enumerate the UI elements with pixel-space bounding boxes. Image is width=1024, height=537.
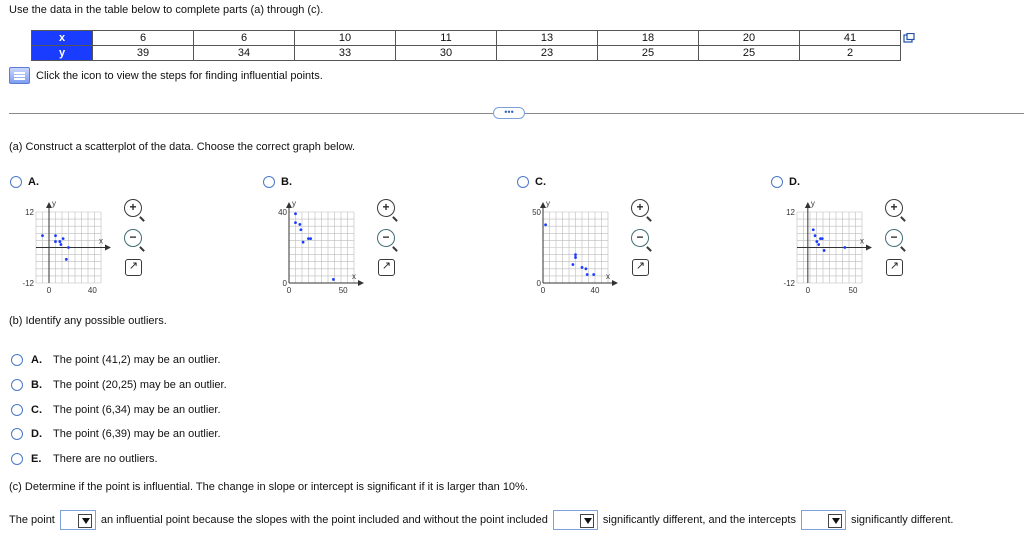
table-cell: 10	[295, 31, 396, 46]
minus-glyph: −	[890, 230, 898, 244]
data-point	[60, 243, 63, 246]
table-cell: 34	[194, 46, 295, 61]
table-cell: 41	[800, 31, 901, 46]
y-tick-label: -12	[22, 279, 34, 288]
table-row-x	[32, 31, 901, 46]
table-header-x: x	[32, 31, 93, 46]
minus-glyph: −	[129, 230, 137, 244]
radio-button[interactable]	[11, 453, 23, 465]
option-e[interactable]	[11, 447, 227, 472]
table-cell: 6	[93, 31, 194, 46]
table-row-y	[32, 46, 901, 61]
x-tick-label: 40	[87, 286, 97, 295]
data-point	[294, 221, 297, 224]
table-cell: 25	[699, 46, 800, 61]
data-point	[815, 240, 818, 243]
x-tick-label: 0	[805, 286, 811, 295]
plus-glyph: +	[129, 200, 137, 214]
data-point	[300, 228, 303, 231]
graph-option-3[interactable]	[771, 176, 800, 188]
more-button[interactable]: •••	[493, 107, 525, 119]
table-cell: 18	[598, 31, 699, 46]
data-point	[814, 234, 817, 237]
radio-button[interactable]	[517, 176, 529, 188]
option-letter: A.	[28, 176, 39, 188]
x-tick-label: 0	[540, 286, 546, 295]
x-tick-label: 50	[338, 286, 348, 295]
minus-glyph: −	[636, 230, 644, 244]
dropdown-arrow-icon	[82, 518, 90, 524]
table-cell: 11	[396, 31, 497, 46]
x-axis-label: x	[860, 236, 864, 246]
option-d[interactable]	[11, 422, 227, 447]
zoom-in-icon[interactable]	[124, 199, 142, 217]
option-letter: A.	[31, 354, 42, 367]
data-point	[67, 246, 70, 249]
option-text: The point (20,25) may be an outlier.	[53, 379, 227, 392]
data-point	[58, 240, 61, 243]
table-cell: 2	[800, 46, 901, 61]
zoom-in-icon[interactable]	[631, 199, 649, 217]
option-b[interactable]	[11, 373, 227, 398]
data-point	[302, 241, 305, 244]
data-point	[592, 273, 595, 276]
intercepts-dropdown[interactable]	[801, 510, 846, 530]
data-point	[843, 246, 846, 249]
data-point	[298, 223, 301, 226]
scatterplot-1	[259, 195, 369, 295]
option-letter: D.	[789, 176, 800, 188]
graph-option-1[interactable]	[263, 176, 292, 188]
radio-button[interactable]	[11, 379, 23, 391]
x-axis-arrow	[612, 280, 618, 286]
y-tick-label: 0	[536, 279, 541, 288]
plus-glyph: +	[890, 200, 898, 214]
option-letter: B.	[31, 379, 42, 392]
scatterplot-0	[6, 195, 116, 295]
table-cell: 20	[699, 31, 800, 46]
option-c[interactable]	[11, 397, 227, 422]
graph-option-0[interactable]	[10, 176, 39, 188]
is-isnot-dropdown[interactable]	[60, 510, 96, 530]
part-a-prompt: (a) Construct a scatterplot of the data. Choose the correct graph below.	[9, 141, 356, 153]
option-text: There are no outliers.	[53, 453, 158, 466]
option-text: The point (6,39) may be an outlier.	[53, 428, 221, 441]
zoom-out-icon[interactable]	[124, 229, 142, 247]
sentence-text: significantly different.	[850, 514, 954, 526]
data-point	[294, 212, 297, 215]
scatterplot-2	[513, 195, 623, 295]
sentence-text: The point	[9, 514, 55, 526]
data-point	[821, 237, 824, 240]
x-tick-label: 40	[590, 286, 600, 295]
table-cell: 23	[497, 46, 598, 61]
radio-button[interactable]	[11, 404, 23, 416]
y-tick-label: -12	[783, 279, 795, 288]
table-header-y: y	[32, 46, 93, 61]
y-axis-label: y	[292, 199, 296, 208]
copy-data-icon[interactable]	[903, 33, 915, 44]
sentence-text: an influential point because the slopes with the point included and without the point included	[100, 514, 548, 526]
part-c-sentence	[9, 510, 953, 530]
data-point	[574, 253, 577, 256]
data-point	[332, 278, 335, 281]
y-axis-label: y	[546, 199, 550, 208]
table-cell: 30	[396, 46, 497, 61]
x-axis-label: x	[352, 272, 356, 281]
data-table	[31, 30, 901, 61]
data-point	[812, 228, 815, 231]
expand-graph-icon[interactable]: ↗	[378, 259, 395, 276]
table-cell: 6	[194, 31, 295, 46]
zoom-out-icon[interactable]	[377, 229, 395, 247]
table-cell: 39	[93, 46, 194, 61]
data-point	[62, 237, 65, 240]
data-point	[309, 237, 312, 240]
expand-graph-icon[interactable]: ↗	[632, 259, 649, 276]
part-b-prompt: (b) Identify any possible outliers.	[9, 315, 167, 327]
data-point	[817, 243, 820, 246]
data-point	[586, 273, 589, 276]
y-tick-label: 12	[25, 208, 34, 217]
x-tick-label: 0	[286, 286, 292, 295]
option-letter: C.	[535, 176, 546, 188]
y-axis-label: y	[810, 199, 815, 208]
sentence-text: significantly different, and the intercepts	[602, 514, 796, 526]
radio-button[interactable]	[11, 428, 23, 440]
zoom-in-icon[interactable]	[885, 199, 903, 217]
zoom-out-icon[interactable]	[885, 229, 903, 247]
part-c-prompt: (c) Determine if the point is influential. The change in slope or intercept is significant if it is larger than 10%.	[9, 481, 528, 493]
help-row	[9, 67, 323, 84]
x-axis-label: x	[99, 236, 103, 246]
data-point	[54, 234, 57, 237]
radio-button[interactable]	[771, 176, 783, 188]
plus-glyph: +	[636, 200, 644, 214]
x-tick-label: 50	[848, 286, 858, 295]
y-tick-label: 12	[786, 208, 795, 217]
option-a[interactable]	[11, 348, 227, 373]
instruction-text: Use the data in the table below to complete parts (a) through (c).	[9, 4, 324, 16]
dropdown-arrow-icon	[584, 518, 592, 524]
option-text: The point (6,34) may be an outlier.	[53, 403, 221, 416]
y-tick-label: 50	[532, 208, 541, 217]
help-text: Click the icon to view the steps for finding influential points.	[36, 69, 323, 82]
option-letter: D.	[31, 428, 42, 441]
x-axis-arrow	[358, 280, 364, 286]
data-point	[581, 266, 584, 269]
data-point	[585, 267, 588, 270]
data-point	[823, 249, 826, 252]
y-axis-label: y	[52, 199, 56, 208]
data-point	[572, 263, 575, 266]
table-cell: 13	[497, 31, 598, 46]
table-cell: 25	[598, 46, 699, 61]
data-point	[544, 223, 547, 226]
part-b-options	[11, 348, 227, 471]
slopes-dropdown[interactable]	[553, 510, 598, 530]
y-tick-label: 0	[282, 279, 287, 288]
zoom-in-icon[interactable]	[377, 199, 395, 217]
data-point	[574, 256, 577, 259]
expand-graph-icon[interactable]: ↗	[886, 259, 903, 276]
scatterplot-3	[767, 195, 877, 295]
option-letter: E.	[31, 453, 42, 466]
x-axis-arrow	[866, 245, 872, 251]
data-point	[65, 258, 68, 261]
radio-button[interactable]	[263, 176, 275, 188]
option-letter: B.	[281, 176, 292, 188]
dropdown-arrow-icon	[832, 518, 840, 524]
option-letter: C.	[31, 403, 42, 416]
plus-glyph: +	[382, 200, 390, 214]
radio-button[interactable]	[11, 354, 23, 366]
x-tick-label: 0	[46, 286, 52, 295]
expand-graph-icon[interactable]: ↗	[125, 259, 142, 276]
x-axis-arrow	[105, 245, 111, 251]
graph-option-2[interactable]	[517, 176, 546, 188]
y-tick-label: 40	[278, 208, 287, 217]
table-cell: 33	[295, 46, 396, 61]
steps-help-icon[interactable]	[9, 67, 30, 84]
x-axis-label: x	[606, 272, 610, 281]
zoom-out-icon[interactable]	[631, 229, 649, 247]
data-point	[54, 240, 57, 243]
option-text: The point (41,2) may be an outlier.	[53, 354, 221, 367]
radio-button[interactable]	[10, 176, 22, 188]
data-point	[41, 234, 44, 237]
minus-glyph: −	[382, 230, 390, 244]
